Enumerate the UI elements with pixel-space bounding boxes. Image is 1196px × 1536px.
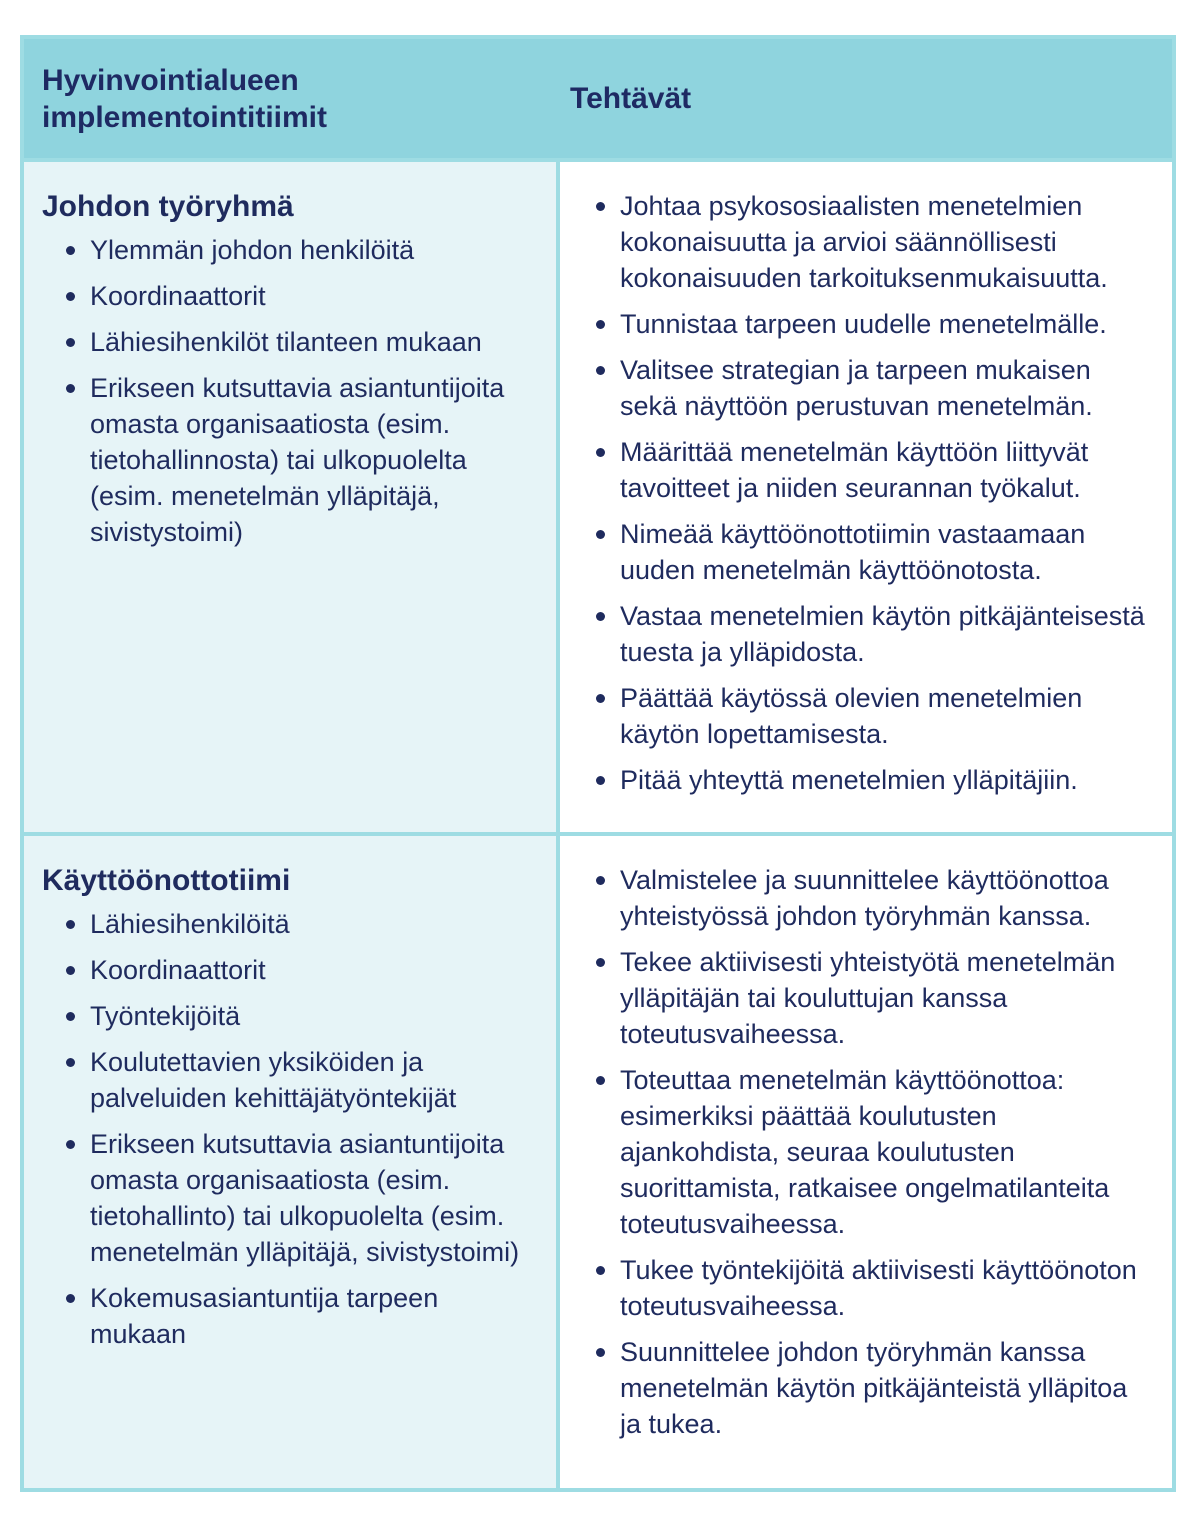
header-cell-teams: Hyvinvointialueen implementointitiimit xyxy=(42,63,327,134)
table-header-row xyxy=(24,39,1172,158)
tasks-list xyxy=(574,188,1148,798)
table-row xyxy=(24,162,1172,832)
member-item: Lähiesihenkilöitä xyxy=(64,906,532,942)
task-item: Johtaa psykososiaalisten menetelmien kokonaisuutta ja arvioi säännöllisesti kokonaisuuden tarkoituksenmukaisuutta. xyxy=(594,188,1148,296)
task-item: Valitsee strategian ja tarpeen mukaisen sekä näyttöön perustuvan menetelmän. xyxy=(594,352,1148,424)
task-item: Vastaa menetelmien käytön pitkäjänteisestä tuesta ja ylläpidosta. xyxy=(594,598,1148,670)
member-item: Kokemusasiantuntija tarpeen mukaan xyxy=(64,1280,532,1352)
tasks-cell xyxy=(560,162,1172,832)
task-item: Tekee aktiivisesti yhteistyötä menetelmän ylläpitäjän tai kouluttujan kanssa toteutusvaiheessa. xyxy=(594,944,1148,1052)
table-row xyxy=(24,836,1172,1488)
task-item: Valmistelee ja suunnittelee käyttöönottoa yhteistyössä johdon työryhmän kanssa. xyxy=(594,862,1148,934)
task-item: Nimeää käyttöönottotiimin vastaamaan uuden menetelmän käyttöönotosta. xyxy=(594,516,1148,588)
member-item: Lähiesihenkilöt tilanteen mukaan xyxy=(64,324,532,360)
tasks-list xyxy=(574,862,1148,1442)
task-item: Päättää käytössä olevien menetelmien käytön lopettamisesta. xyxy=(594,680,1148,752)
tasks-cell xyxy=(560,836,1172,1488)
member-item: Ylemmän johdon henkilöitä xyxy=(64,232,532,268)
task-item: Toteuttaa menetelmän käyttöönottoa: esimerkiksi päättää koulutusten ajankohdista, seuraa koulutusten suorittamista, ratkaisee ongelmatilanteita toteutusvaiheessa. xyxy=(594,1062,1148,1242)
team-cell xyxy=(24,162,556,832)
member-item: Koordinaattorit xyxy=(64,278,532,314)
team-title: Johdon työryhmä xyxy=(42,190,294,223)
team-title: Käyttöönottotiimi xyxy=(42,864,291,897)
task-item: Suunnittelee johdon työryhmän kanssa menetelmän käytön pitkäjänteistä ylläpitoa ja tukea. xyxy=(594,1334,1148,1442)
task-item: Määrittää menetelmän käyttöön liittyvät tavoitteet ja niiden seurannan työkalut. xyxy=(594,434,1148,506)
header-cell-tasks: Tehtävät xyxy=(570,82,692,115)
member-item: Työntekijöitä xyxy=(64,998,532,1034)
task-item: Tukee työntekijöitä aktiivisesti käyttöönoton toteutusvaiheessa. xyxy=(594,1252,1148,1324)
member-item: Koordinaattorit xyxy=(64,952,532,988)
task-item: Tunnistaa tarpeen uudelle menetelmälle. xyxy=(594,306,1148,342)
team-cell xyxy=(24,836,556,1488)
task-item: Pitää yhteyttä menetelmien ylläpitäjiin. xyxy=(594,762,1148,798)
team-members-list xyxy=(42,906,532,1352)
team-members-list xyxy=(42,232,532,550)
member-item: Erikseen kutsuttavia asiantuntijoita omasta organisaatiosta (esim. tietohallinnosta) tai ulkopuolelta (esim. menetelmän ylläpitäjä, sivistystoimi) xyxy=(64,370,532,550)
member-item: Erikseen kutsuttavia asiantuntijoita omasta organisaatiosta (esim. tietohallinto) tai ulkopuolelta (esim. menetelmän ylläpitäjä, sivistystoimi) xyxy=(64,1126,532,1270)
table-body xyxy=(24,162,1172,1488)
member-item: Koulutettavien yksiköiden ja palveluiden kehittäjätyöntekijät xyxy=(64,1044,532,1116)
implementation-teams-table xyxy=(20,35,1176,1492)
